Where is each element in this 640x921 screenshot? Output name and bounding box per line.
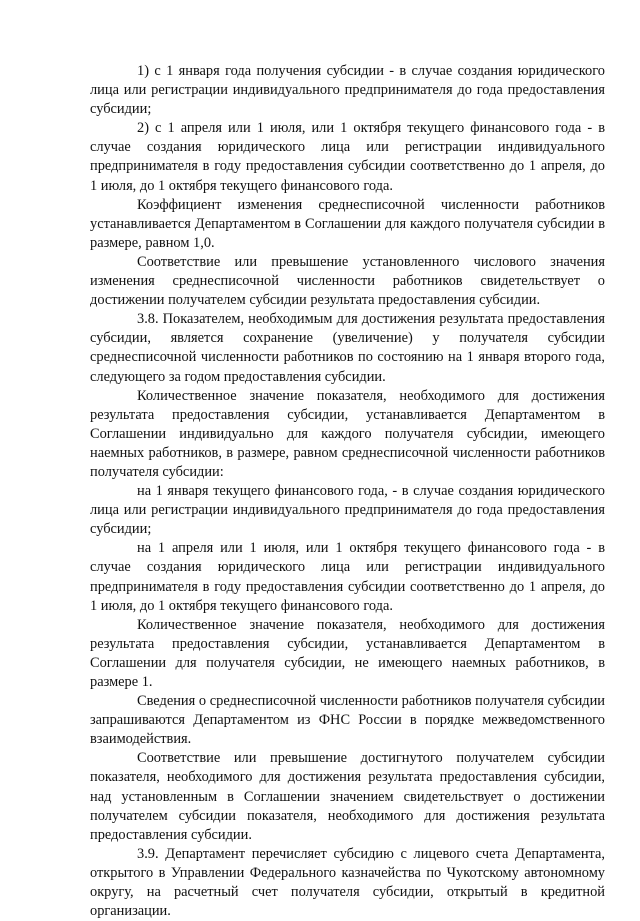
paragraph-11: Соответствие или превышение достигнутого получателем субсидии показателя, необходимого для достижения результата предоставления субсидии, над установленным в Соглашении значением свидетельствует о достижении получателем субсидии показателя, необходимого для достижения результата предоставления субсидии.: [90, 750, 605, 843]
paragraph-12: 3.9. Департамент перечисляет субсидию с лицевого счета Департамента, открытого в Управлении Федерального казначейства по Чукотскому автономному округу, на расчетный счет получателя субсидии, открытый в кредитной организации.: [90, 845, 605, 920]
paragraph-10: Сведения о среднесписочной численности работников получателя субсидии запрашиваются Департаментом из ФНС России в порядке межведомственного взаимодействия.: [90, 693, 605, 748]
paragraph-3: Коэффициент изменения среднесписочной численности работников устанавливается Департаментом в Соглашении для каждого получателя субсидии в размере, равном 1,0.: [90, 196, 605, 251]
paragraph-1: 1) с 1 января года получения субсидии - в случае создания юридического лица или регистрации индивидуального предпринимателя до года предоставления субсидии;: [90, 63, 605, 118]
paragraph-7: на 1 января текущего финансового года, - в случае создания юридического лица или регистрации индивидуального предпринимателя до года предоставления субсидии;: [90, 483, 605, 538]
paragraph-9: Количественное значение показателя, необходимого для достижения результата предоставления субсидии, устанавливается Департаментом в Соглашении для получателя субсидии, не имеющего наемных работников, в размере 1.: [90, 616, 605, 690]
paragraph-8: на 1 апреля или 1 июля, или 1 октября текущего финансового года - в случае создания юридического лица или регистрации индивидуального предпринимателя в году предоставления субсидии соответственно до 1 апреля, до 1 июля, до 1 октября текущего финансового года.: [90, 540, 605, 614]
paragraph-4: Соответствие или превышение установленного числового значения изменения среднесписочной численности работников свидетельствует о достижении получателем субсидии результата предоставления субсидии.: [90, 253, 605, 309]
paragraph-2: 2) с 1 апреля или 1 июля, или 1 октября текущего финансового года - в случае создания юридического лица или регистрации индивидуального предпринимателя в году предоставления субсидии соответственно до 1 апреля, до 1 июля, до 1 октября текущего финансового года.: [90, 120, 605, 194]
document-body: [90, 62, 605, 921]
paragraph-5: 3.8. Показателем, необходимым для достижения результата предоставления субсидии, является сохранение (увеличение) у получателя субсидии среднесписочной численности работников по состоянию на 1 января второго года, следующего за годом предоставления субсидии.: [90, 311, 605, 385]
paragraph-6: Количественное значение показателя, необходимого для достижения результата предоставления субсидии, устанавливается Департаментом в Соглашении индивидуально для каждого получателя субсидии, имеющего наемных работников, в размере, равном среднесписочной численности работников получателя субсидии:: [90, 387, 605, 480]
